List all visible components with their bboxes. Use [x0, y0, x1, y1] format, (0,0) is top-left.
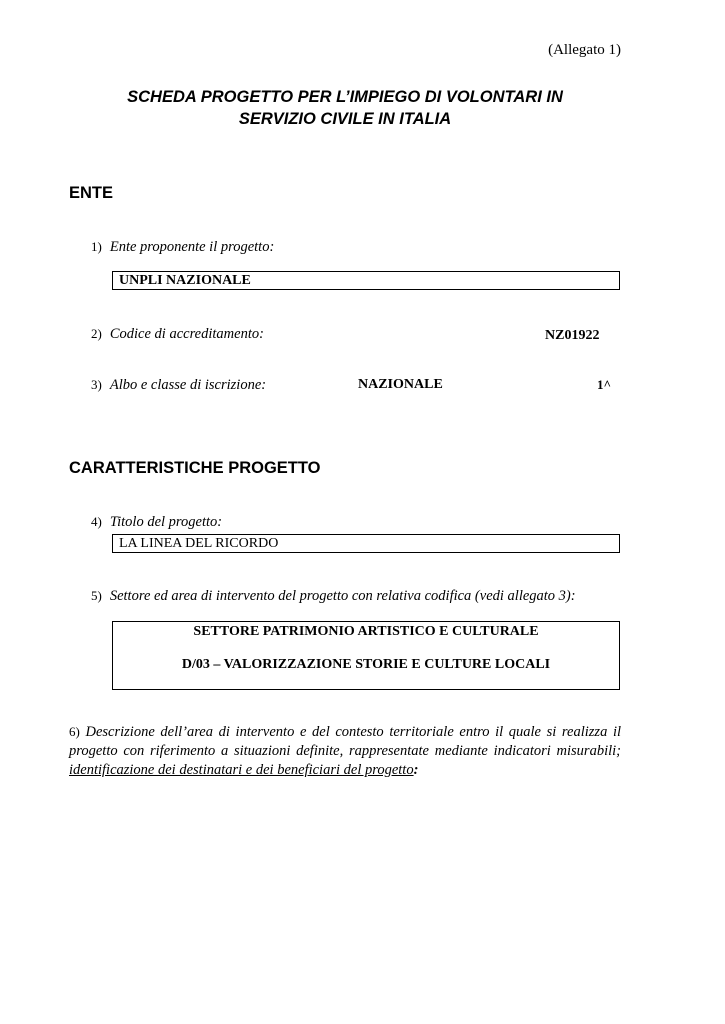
ente-proponente-field[interactable]: UNPLI NAZIONALE — [112, 271, 620, 290]
allegato-label: (Allegato 1) — [548, 42, 621, 58]
section-heading-ente: ENTE — [69, 184, 114, 202]
question-3 — [91, 376, 266, 394]
question-5 — [91, 587, 576, 605]
question-6-underlined-text: identificazione dei destinatari e dei beneficiari del progetto — [69, 762, 414, 778]
question-6-number: 6) — [69, 724, 80, 739]
albo-value: NAZIONALE — [358, 377, 443, 392]
settore-value: SETTORE PATRIMONIO ARTISTICO E CULTURALE — [193, 624, 539, 639]
question-3-number: 3) — [91, 377, 102, 392]
document-title — [0, 86, 690, 130]
question-1-label: Ente proponente il progetto: — [109, 239, 275, 255]
settore-area-field[interactable] — [112, 621, 620, 690]
question-5-label: Settore ed area di intervento del progetto con relativa codifica (vedi allegato 3): — [109, 588, 576, 604]
title-line-1: SCHEDA PROGETTO PER L’IMPIEGO DI VOLONTARI IN — [127, 88, 563, 106]
question-4-label: Titolo del progetto: — [109, 514, 223, 530]
question-4-number: 4) — [91, 514, 102, 529]
title-line-2: SERVIZIO CIVILE IN ITALIA — [238, 110, 452, 128]
question-2 — [91, 325, 264, 343]
question-3-label: Albo e classe di iscrizione: — [109, 377, 267, 393]
question-2-number: 2) — [91, 326, 102, 341]
question-6-text: Descrizione dell’area di intervento e del contesto territoriale entro il quale si realizza il progetto con riferimento a situazioni definite, rappresentate mediante indicatori misurabili; — [69, 724, 622, 759]
section-heading-caratteristiche: CARATTERISTICHE PROGETTO — [69, 459, 321, 477]
classe-value: 1^ — [597, 377, 612, 392]
titolo-progetto-field[interactable]: LA LINEA DEL RICORDO — [112, 534, 620, 553]
question-1 — [91, 238, 274, 256]
question-6-colon: : — [413, 762, 419, 778]
question-1-number: 1) — [91, 239, 102, 254]
question-2-label: Codice di accreditamento: — [109, 326, 264, 342]
area-value: D/03 – VALORIZZAZIONE STORIE E CULTURE LOCALI — [181, 657, 551, 672]
question-5-number: 5) — [91, 588, 102, 603]
question-6 — [69, 722, 621, 780]
question-4 — [91, 513, 222, 531]
codice-accreditamento-value: NZ01922 — [545, 328, 600, 343]
